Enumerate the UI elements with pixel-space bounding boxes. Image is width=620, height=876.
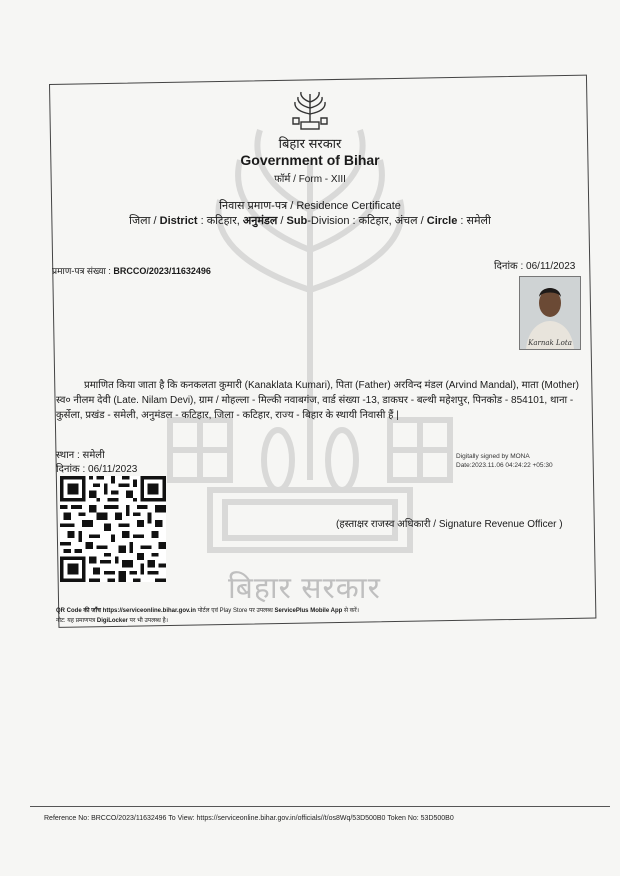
form-number: फॉर्म / Form - XIII [274, 174, 346, 185]
certificate-number: प्रमाण-पत्र संख्या : BRCCO/2023/11632496 [52, 266, 211, 276]
watermark-text: बिहार सरकार [228, 572, 381, 605]
place-of-issue: स्थान : समेली [56, 450, 105, 461]
reference-footer: Reference No: BRCCO/2023/11632496 To View: https://serviceonline.bihar.gov.in/officials//t/os8Wq/53D500B0 Token No: 53D500B0 [44, 815, 454, 822]
qr-code-icon[interactable] [60, 476, 166, 582]
issue-date-top: दिनांक : 06/11/2023 [494, 261, 576, 272]
certificate-title: निवास प्रमाण-पत्र / Residence Certificate [219, 200, 401, 212]
bihar-emblem-icon [290, 88, 330, 132]
district-line: जिला / District : कटिहार, अनुमंडल / Sub-Division : कटिहार, अंचल / Circle : समेली [129, 215, 491, 227]
photo-caption: Karnak Lota [528, 339, 572, 347]
verification-link[interactable]: https://serviceonline.bihar.gov.in [102, 608, 196, 614]
footer-divider [30, 806, 610, 807]
digital-signature [456, 452, 553, 470]
signature-revenue-officer: (हस्ताक्षर राजस्व अधिकारी / Signature Revenue Officer ) [336, 519, 563, 530]
qr-verification-note [56, 606, 359, 626]
qr-note-line-1: QR Code की जाँच https://serviceonline.bihar.gov.in पोर्टल एवं Play Store पर उपलब्ध ServicePlus Mobile App से करें। [56, 608, 360, 614]
qr-note-line-2: नोट: यह प्रमाणपत्र DigiLocker पर भी उपलब्ध है। [56, 618, 168, 624]
digital-signature-name: Digitally signed by MONA [456, 453, 530, 460]
applicant-photo [519, 276, 581, 350]
digital-signature-date: Date:2023.11.06 04:24:22 +05:30 [456, 462, 553, 469]
certificate-body: प्रमाणित किया जाता है कि कनकलता कुमारी (Kanaklata Kumari), पिता (Father) अरविन्द मंडल (Arvind Mandal), माता (Mother) स्व० नीलम देवी (Late. Nilam Devi), ग्राम / मोहल्ला - मिल्की नवाबगंज, वार्ड संख्या -13, डाकघर - बल्थी महेशपुर, पिनकोड - 854101, थाना - कुर्सेला, प्रखंड - समेली, अनुमंडल - कटिहार, जिला - कटिहार, राज्य - बिहार के स्थायी निवासी हैं | [56, 380, 580, 421]
state-name-hindi: बिहार सरकार [278, 136, 342, 151]
issue-date-bottom: दिनांक : 06/11/2023 [56, 464, 138, 475]
government-title: Government of Bihar [240, 152, 380, 168]
